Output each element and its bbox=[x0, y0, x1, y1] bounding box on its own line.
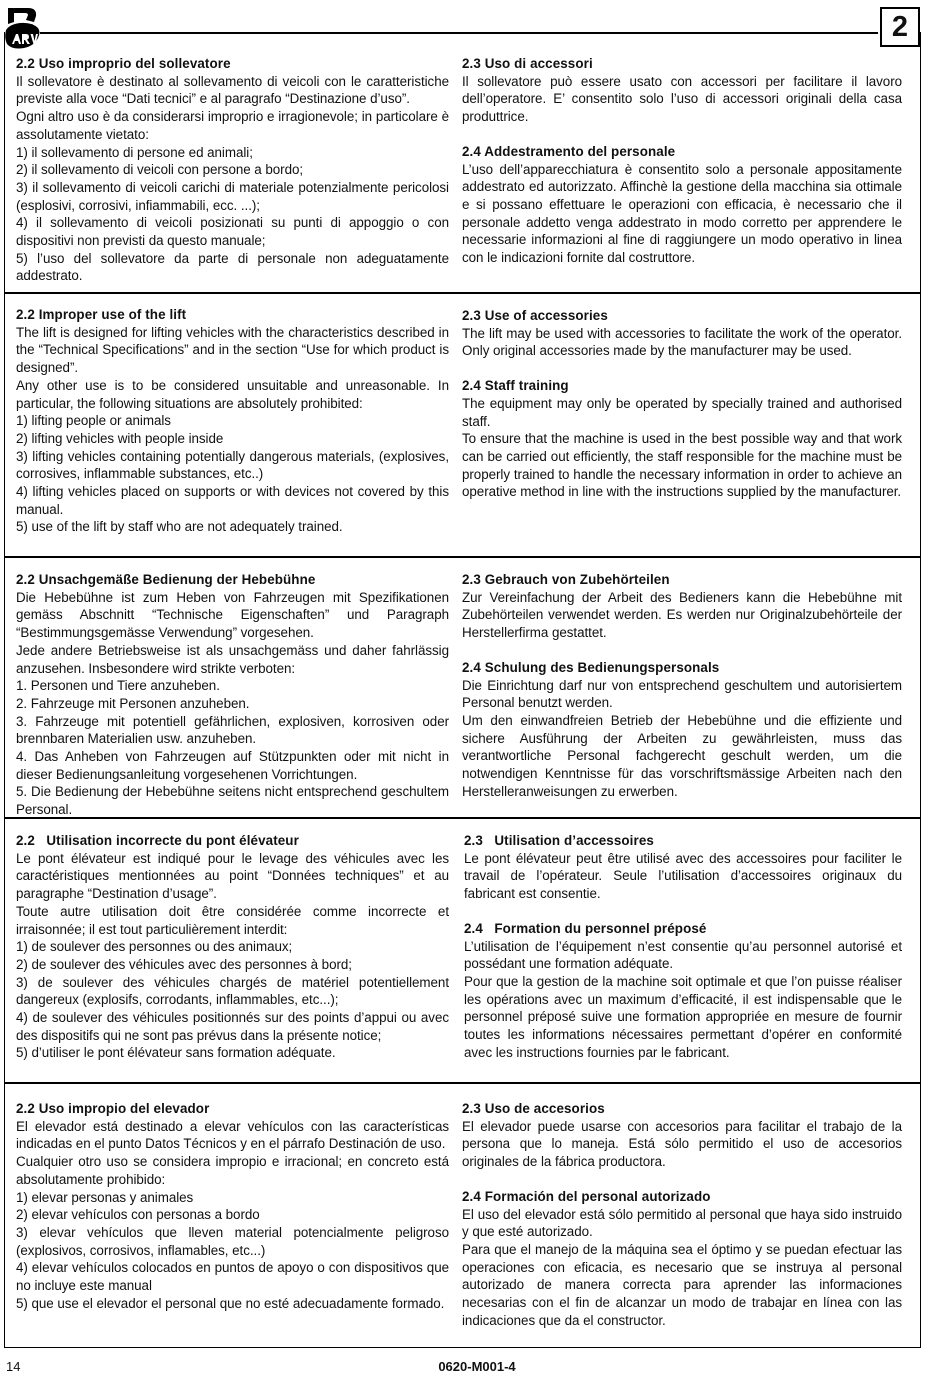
list-item: 2) lifting vehicles with people inside bbox=[16, 430, 224, 446]
section-fr-improper-use bbox=[16, 832, 449, 1062]
footer-document-code: 0620-M001-4 bbox=[438, 1359, 516, 1374]
section-it-accessories-training bbox=[462, 55, 902, 267]
paragraph: Die Einrichtung darf nur von entsprechend geschultem und autorisiertem Personal benutzt werden. bbox=[462, 677, 902, 711]
list-item: 3) il sollevamento di veicoli carichi di materiale potenzialmente pericolosi (esplosivi, corrosivi, infiammabili, ecc. ...); bbox=[16, 179, 449, 213]
paragraph: Ogni altro uso è da considerarsi improprio e irragionevole; in particolare è assolutamente vietato: bbox=[16, 109, 449, 142]
paragraph: Il sollevatore è destinato al sollevamento di veicoli con le caratteristiche previste alla voce “Dati tecnici” e al paragrafo “Destinazione d’uso”. bbox=[16, 73, 449, 107]
paragraph: Toute autre utilisation doit être considérée comme incorrecte et irraisonnée; il est tout particulièrement interdit: bbox=[16, 903, 449, 937]
section-title: 2.2 Unsachgemäße Bedienung der Hebebühne bbox=[16, 572, 316, 587]
list-item: 5) d’utiliser le pont élévateur sans formation adéquate. bbox=[16, 1045, 336, 1061]
section-title: 2.3 Uso di accessori bbox=[462, 56, 593, 71]
paragraph: Il sollevatore può essere usato con accessori per facilitare il lavoro dell’operatore. E’ consentito solo l’uso di accessori originali della casa produttrice. bbox=[462, 73, 902, 125]
list-item: 3) de soulever des véhicules chargés de matériel potentiellement dangereux (explosifs, corrodants, inflammables, etc...); bbox=[16, 974, 449, 1008]
list-item: 1) elevar personas y animales bbox=[16, 1189, 194, 1205]
list-item: 5. Die Bedienung der Hebebühne seitens nicht entsprechend geschultem Personal. bbox=[16, 784, 449, 818]
paragraph: L’uso dell’apparecchiatura è consentito solo a personale appositamente addestrato ed autorizzato. Affinchè la gestione della macchina sia ottimale e si possano effettuare le operazioni con efficacia, è necessario che il personale addetto venga addestrato in modo corretto per apprendere le necessarie informazioni al fine di raggiungere un modo operativo in linea con le indicazioni fornite dal costruttore. bbox=[462, 161, 902, 266]
paragraph: Le pont élévateur est indiqué pour le levage des véhicules avec les caractéristiques mentionnées au point “Données techniques” et au paragraphe “Destination d’usage”. bbox=[16, 850, 449, 902]
paragraph: Cualquier otro uso se considera impropio e irracional; en concreto está absolutamente prohibido: bbox=[16, 1154, 449, 1187]
paragraph: Die Hebebühne ist zum Heben von Fahrzeugen mit Spezifikationen gemäss Abschnitt “Technische Eigenschaften” und Paragraph “Bestimmungsgemässe Verwendung” vorgesehen. bbox=[16, 589, 449, 641]
section-title: 2.4 Staff training bbox=[462, 378, 569, 394]
paragraph: The equipment may only be operated by specially trained and authorised staff. bbox=[462, 395, 902, 429]
chapter-number: 2 bbox=[880, 7, 920, 47]
section-de-improper-use bbox=[16, 571, 449, 819]
list-item: 3. Fahrzeuge mit potentiell gefährlichen, explosiven, korrosiven oder brennbaren Materialien usw. anzuheben. bbox=[16, 713, 449, 747]
paragraph: Any other use is to be considered unsuitable and unreasonable. In particular, the following situations are absolutely prohibited: bbox=[16, 377, 449, 411]
list-item: 2. Fahrzeuge mit Personen anzuheben. bbox=[16, 695, 250, 711]
section-title: 2.4 Addestramento del personale bbox=[462, 143, 676, 159]
section-divider bbox=[4, 556, 921, 558]
paragraph: To ensure that the machine is used in the best possible way and that work can be carried out efficiently, the staff responsible for the machine must be properly trained to handle the necessary information in order to achieve an operative method in line with the instructions supplied by the manufacturer. bbox=[462, 431, 902, 500]
list-item: 1. Personen und Tiere anzuheben. bbox=[16, 678, 220, 694]
list-item: 1) de soulever des personnes ou des animaux; bbox=[16, 939, 293, 955]
list-item: 4) lifting vehicles placed on supports or with devices not covered by this manual. bbox=[16, 484, 449, 517]
section-it-improper-use bbox=[16, 55, 449, 285]
section-title: 2.2 Uso improprio del sollevatore bbox=[16, 56, 231, 71]
section-title: 2.4 Schulung des Bedienungspersonals bbox=[462, 659, 720, 675]
list-item: 2) elevar vehículos con personas a bordo bbox=[16, 1207, 260, 1223]
section-title: 2.2 Uso impropio del elevador bbox=[16, 1101, 210, 1116]
list-item: 4) elevar vehículos colocados en puntos de apoyo o con dispositivos que no incluye este manual bbox=[16, 1260, 449, 1294]
paragraph: Zur Vereinfachung der Arbeit des Bedieners kann die Hebebühne mit Zubehörteilen verwendet werden. Es werden nur Originalzubehörteile der Herstellerfirma gestattet. bbox=[462, 589, 902, 641]
section-title: 2.3 Gebrauch von Zubehörteilen bbox=[462, 572, 670, 587]
paragraph: Pour que la gestion de la machine soit optimale et que l’on puisse réaliser les opérations avec un maximum d’efficacité, il est indispensable que le personnel préposé suive une formation appropriée en mesure de fournir toutes les informations nécessaires permettant d’opérer en conformité avec les instructions fournies par le fabricant. bbox=[464, 973, 902, 1060]
section-es-accessories-training bbox=[462, 1100, 902, 1329]
section-title: 2.3 Utilisation d’accessoires bbox=[464, 833, 654, 848]
list-item: 2) de soulever des véhicules avec des personnes à bord; bbox=[16, 956, 352, 972]
list-item: 3) elevar vehículos que lleven material potencialmente peligroso (explosivos, corrosivos, inflamables, etc...) bbox=[16, 1224, 449, 1258]
paragraph: The lift may be used with accessories to facilitate the work of the operator. Only original accessories made by the manufacturer may be used. bbox=[462, 325, 902, 359]
section-en-accessories-training bbox=[462, 307, 902, 501]
section-de-accessories-training bbox=[462, 571, 902, 800]
section-title: 2.2 Improper use of the lift bbox=[16, 307, 187, 322]
section-divider bbox=[4, 1082, 921, 1084]
list-item: 4) de soulever des véhicules positionnés sur des points d’appui ou avec des dispositifs qui ne sont pas prévus dans la présente notice; bbox=[16, 1010, 449, 1043]
section-title: 2.4 Formation du personnel préposé bbox=[464, 920, 707, 936]
section-en-improper-use bbox=[16, 306, 449, 536]
section-divider bbox=[4, 292, 921, 294]
footer-page-number: 14 bbox=[6, 1359, 21, 1374]
list-item: 1) il sollevamento di persone ed animali; bbox=[16, 144, 253, 160]
paragraph: Um den einwandfreien Betrieb der Hebebühne und die effiziente und sichere Ausführung der Arbeiten zu gewährleisten, muss das verantwortliche Personal fachgerecht geschult werden, um die notwendigen Kenntnisse für das vorschriftsmässige Arbeiten nach den Herstelleranweisungen zu erwerben. bbox=[462, 712, 902, 799]
list-item: 4) il sollevamento di veicoli posizionati su punti di appoggio o con dispositivi non previsti da questo manuale; bbox=[16, 215, 449, 249]
section-title: 2.2 Utilisation incorrecte du pont élévateur bbox=[16, 833, 299, 848]
list-item: 3) lifting vehicles containing potentially dangerous materials, (explosives, corrosives, inflammable substances, etc..) bbox=[16, 448, 449, 482]
list-item: 1) lifting people or animals bbox=[16, 413, 171, 429]
paragraph: El elevador está destinado a elevar vehículos con las características indicadas en el punto Datos Técnicos y en el párrafo Destinación de uso. bbox=[16, 1118, 449, 1152]
section-title: 2.4 Formación del personal autorizado bbox=[462, 1188, 711, 1204]
list-item: 5) use of the lift by staff who are not adequately trained. bbox=[16, 519, 343, 535]
list-item: 4. Das Anheben von Fahrzeugen auf Stützpunkten oder mit nicht in dieser Bedienungsanleitung vorgesehenen Vorrichtungen. bbox=[16, 749, 449, 782]
paragraph: Para que el manejo de la máquina sea el óptimo y se puedan efectuar las operaciones con eficacia, es necesario que se instruya al personal autorizado de manera correcta para aprender las informaciones necesarias con el fin de alcanzar un modo de trabajar en línea con las indicaciones que da el constructor. bbox=[462, 1241, 902, 1328]
paragraph: Jede andere Betriebsweise ist als unsachgemäss und daher fahrlässig anzusehen. Insbesondere wird strikte verboten: bbox=[16, 642, 449, 676]
paragraph: The lift is designed for lifting vehicles with the characteristics described in the “Technical Specifications” and in the section “Use for which product is designed”. bbox=[16, 324, 449, 376]
list-item: 5) que use el elevador el personal que no esté adecuadamente formado. bbox=[16, 1295, 445, 1311]
section-title: 2.3 Use of accessories bbox=[462, 308, 608, 323]
list-item: 5) l’uso del sollevatore da parte di personale non adeguatamente addestrato. bbox=[16, 250, 449, 284]
paragraph: El elevador puede usarse con accesorios para facilitar el trabajo de la persona que lo maneja. Está sólo permitido el uso de accesorios originales de la fábrica productora. bbox=[462, 1118, 902, 1170]
paragraph: Le pont élévateur peut être utilisé avec des accessoires pour faciliter le travail de l’opérateur. Seule l’utilisation d’accessoires originaux du fabricant est consentie. bbox=[464, 850, 902, 902]
section-es-improper-use bbox=[16, 1100, 449, 1312]
list-item: 2) il sollevamento di veicoli con persone a bordo; bbox=[16, 162, 304, 178]
section-fr-accessories-training bbox=[464, 832, 902, 1061]
paragraph: El uso del elevador está sólo permitido al personal que haya sido instruido y que esté autorizado. bbox=[462, 1206, 902, 1240]
section-title: 2.3 Uso de accesorios bbox=[462, 1101, 605, 1116]
paragraph: L’utilisation de l’équipement n’est consentie qu’au personnel autorisé et possédant une formation adéquate. bbox=[464, 938, 902, 972]
